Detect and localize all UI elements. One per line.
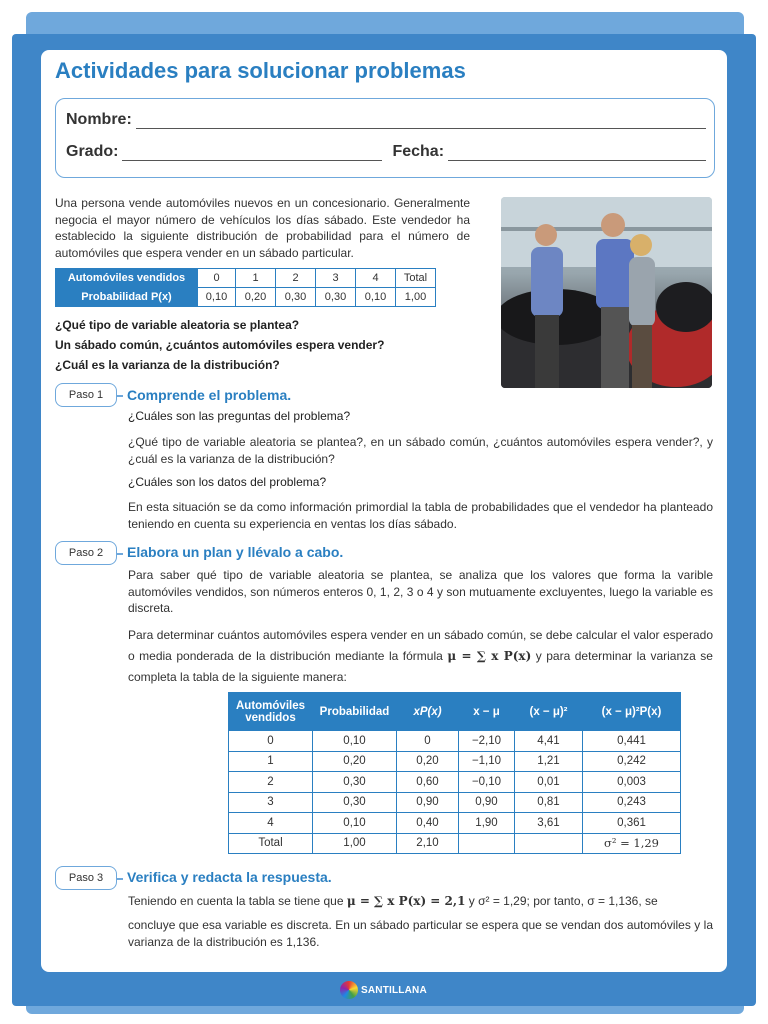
car-dealership-photo [501, 197, 712, 388]
table-cell: 0,10 [313, 731, 397, 752]
nombre-row [66, 111, 706, 129]
table-row [229, 751, 681, 772]
variance-table [228, 692, 681, 854]
table-cell: 0,60 [397, 772, 459, 793]
table-row [56, 288, 436, 307]
grado-field[interactable] [122, 147, 382, 161]
paso-2-badge: Paso 2 [55, 541, 117, 565]
table-cell: −1,10 [459, 751, 515, 772]
paso-1-connector [117, 395, 123, 397]
table-cell: 3 [316, 269, 356, 288]
nombre-label: Nombre: [66, 111, 132, 128]
paso-3-title: Verifica y redacta la respuesta. [127, 869, 332, 885]
table-header-row [229, 693, 681, 731]
table-header-cell: Probabilidad [313, 693, 397, 731]
table-header-cell: (x − μ)² [515, 693, 583, 731]
table-cell: 0,30 [276, 288, 316, 307]
table-cell: −2,10 [459, 731, 515, 752]
table-cell: 0,361 [583, 813, 681, 834]
fecha-field[interactable] [448, 147, 706, 161]
table-row [229, 813, 681, 834]
table-cell: 0,10 [356, 288, 396, 307]
table-cell: Total [229, 833, 313, 854]
table-cell: 1,90 [459, 813, 515, 834]
table-cell: 1 [236, 269, 276, 288]
table-cell: 0,81 [515, 792, 583, 813]
mean-formula: μ = ∑ x P(x) [447, 649, 532, 663]
table-cell: 3,61 [515, 813, 583, 834]
santillana-swirl-icon [340, 981, 358, 999]
table-cell: 0,20 [236, 288, 276, 307]
table-cell: 0,242 [583, 751, 681, 772]
paso-3-conclusion: concluye que esa variable es discreta. En un sábado particular se espera que se vendan dos automóviles y la varianza de la distribución es 1,136. [128, 918, 713, 949]
table-cell: 0,441 [583, 731, 681, 752]
table-cell: −0,10 [459, 772, 515, 793]
paso-3-text-a: Teniendo en cuenta la tabla se tiene que [128, 894, 344, 908]
intro-paragraph: Una persona vende automóviles nuevos en un concesionario. Generalmente negocia el mayor número de vehículos los días sábado. Este vendedor ha establecido la siguiente distribución de probabilidad para el número de automóviles que espera vender en un sábado particular. [55, 196, 470, 260]
table-header-cell: x − μ [459, 693, 515, 731]
table-cell: 0 [397, 731, 459, 752]
question-2: Un sábado común, ¿cuántos automóviles espera vender? [55, 338, 385, 352]
table-cell: 2 [276, 269, 316, 288]
table-cell [515, 833, 583, 854]
table-cell: Total [396, 269, 436, 288]
paso-2-text-b: y para determinar la varianza se completa la tabla de la siguiente manera: [128, 649, 713, 684]
table-cell: 2 [229, 772, 313, 793]
table-cell: 0,20 [397, 751, 459, 772]
table-cell: 1,21 [515, 751, 583, 772]
paso-2-title: Elabora un plan y llévalo a cabo. [127, 544, 344, 560]
photo-illustration [501, 197, 712, 388]
probability-table [55, 268, 436, 307]
brand-name: SANTILLANA [361, 984, 427, 996]
table-row [229, 772, 681, 793]
table-header-cell: (x − μ)²P(x) [583, 693, 681, 731]
paso-3-connector [117, 878, 123, 880]
table-cell: 1,00 [396, 288, 436, 307]
grado-fecha-row [66, 143, 706, 161]
table-row [229, 731, 681, 752]
table-cell: 4 [229, 813, 313, 834]
student-info-box [55, 98, 715, 178]
table-header-cell: Probabilidad P(x) [56, 288, 198, 307]
table-cell: 0 [229, 731, 313, 752]
question-1: ¿Qué tipo de variable aleatoria se plantea? [55, 318, 300, 332]
table-cell: 0,01 [515, 772, 583, 793]
table-cell: σ² = 1,29 [583, 833, 681, 854]
paso-2-text-a: Para determinar cuántos automóviles espera vender en un sábado común, se debe calcular el valor esperado o media ponderada de la distribución mediante la fórmula [128, 628, 713, 663]
table-cell: 4,41 [515, 731, 583, 752]
table-cell: 0,40 [397, 813, 459, 834]
table-cell: 0,003 [583, 772, 681, 793]
table-row [229, 792, 681, 813]
paso-3-badge: Paso 3 [55, 866, 117, 890]
table-cell: 0,243 [583, 792, 681, 813]
paso-2-paragraph-2 [128, 625, 713, 688]
page-title: Actividades para solucionar problemas [55, 58, 466, 83]
paso-2-connector [117, 553, 123, 555]
table-cell: 4 [356, 269, 396, 288]
table-header-cell: Automóviles vendidos [56, 269, 198, 288]
table-cell: 0,30 [313, 772, 397, 793]
table-cell: 3 [229, 792, 313, 813]
nombre-field[interactable] [136, 115, 706, 129]
table-cell: 0,20 [313, 751, 397, 772]
paso-2-paragraph-1: Para saber qué tipo de variable aleatoria se plantea, se analiza que los valores que forma la varible automóviles vendidos, son números enteros 0, 1, 2, 3 o 4 y son mutuamente excluyentes, luego la variable es discreta. [128, 568, 713, 615]
table-cell: 0,10 [198, 288, 236, 307]
fecha-label: Fecha: [392, 143, 445, 160]
paso-1-badge: Paso 1 [55, 383, 117, 407]
paso-1-answer-2: En esta situación se da como información primordial la tabla de probabilidades que el vendedor ha planteado teniendo en cuenta su experiencia en ventas los días sábado. [128, 500, 713, 531]
table-row [56, 269, 436, 288]
table-total-row [229, 833, 681, 854]
table-cell: 1 [229, 751, 313, 772]
mean-result-formula: μ = ∑ x P(x) = 2,1 [346, 894, 466, 908]
table-cell [459, 833, 515, 854]
table-cell: 1,00 [313, 833, 397, 854]
grado-label: Grado: [66, 143, 119, 160]
paso-3-paragraph [128, 891, 713, 912]
table-cell: 0 [198, 269, 236, 288]
table-cell: 2,10 [397, 833, 459, 854]
table-cell: 0,30 [316, 288, 356, 307]
table-cell: 0,90 [459, 792, 515, 813]
table-cell: 0,30 [313, 792, 397, 813]
paso-3-text-b: y σ² = 1,29; por tanto, σ = 1,136, se [468, 894, 658, 908]
paso-1-question-1: ¿Cuáles son las preguntas del problema? [128, 409, 351, 423]
paso-1-title: Comprende el problema. [127, 387, 292, 403]
paso-1-question-2: ¿Cuáles son los datos del problema? [128, 475, 327, 489]
table-cell: 0,90 [397, 792, 459, 813]
paso-1-answer-1: ¿Qué tipo de variable aleatoria se plantea?, en un sábado común, ¿cuántos automóviles espera vender?, y ¿cuál es la varianza de la distribución? [128, 435, 713, 466]
santillana-logo [340, 978, 430, 1002]
table-cell: 0,10 [313, 813, 397, 834]
question-3: ¿Cuál es la varianza de la distribución? [55, 358, 280, 372]
table-header-cell: Automóviles vendidos [229, 693, 313, 731]
table-header-cell: xP(x) [397, 693, 459, 731]
